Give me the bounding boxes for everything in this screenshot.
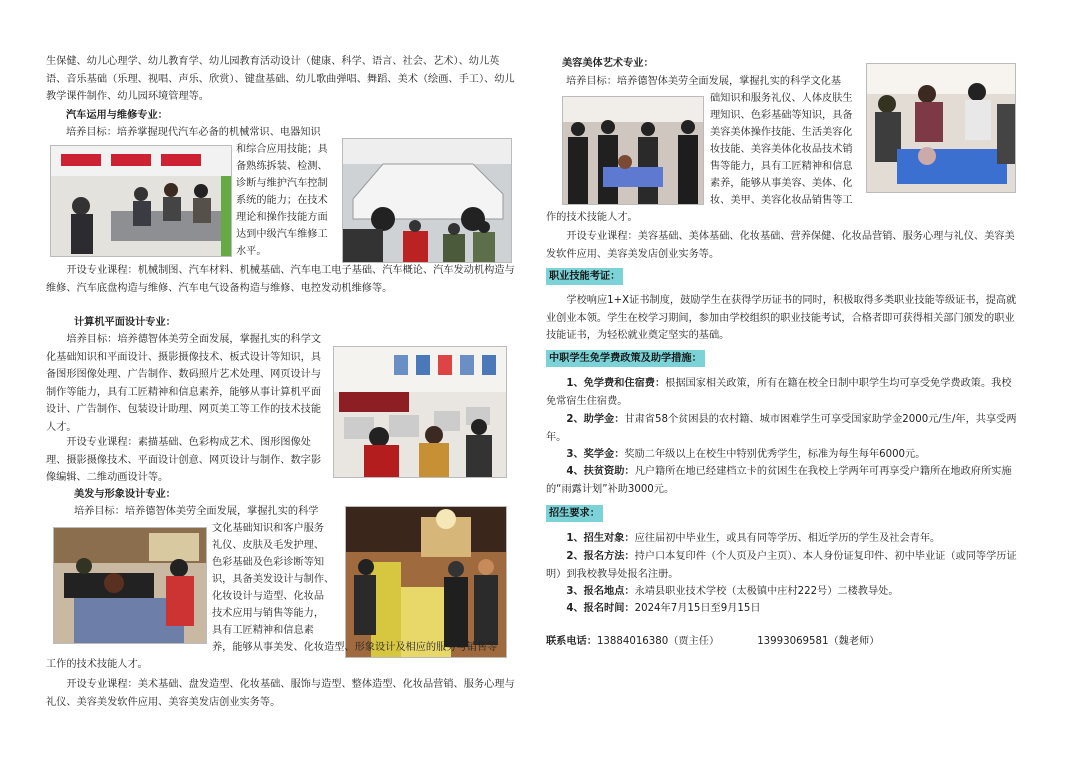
admission-item-3-label: 3、报名地点： [566, 586, 635, 597]
auto-goal-line-4: 诊断与维护汽车控制 [236, 178, 328, 189]
policy-item-2-label: 2、助学金： [566, 414, 625, 425]
hair-goal-line-7: 具有工匠精神和信息素 [212, 625, 314, 636]
beauty-goal-line-4: 妆技能、美容美体化妆品技术销 [710, 144, 853, 155]
beauty-goal-line-7: 妆、美甲、美容化妆品销售等工 [710, 195, 853, 206]
auto-goal-line-5: 系统的能力；在技术 [236, 195, 328, 206]
hair-courses: 开设专业课程：美术基础、盘发造型、化妆基础、服饰与造型、整体造型、化妆品营销、服务心理与礼仪、美容美发软件应用、美容美发店创业实务等。 [46, 679, 515, 708]
beauty-practice-photo [866, 63, 1016, 193]
hair-goal-last: 工作的技术技能人才。 [46, 659, 148, 670]
policy-item-4-text: 凡户籍所在地已经建档立卡的贫困生在我校上学两年可再享受户籍所在地政府所实施的“雨露计划”补助3000元。 [546, 466, 1012, 495]
hair-goal-line-5: 化妆设计与造型、化妆品 [212, 591, 325, 602]
policy-item-2-text: 甘肃省58个贫困县的农村籍、城市困难学生可享受国家助学金2000元/生/年，共享受两年。 [546, 414, 1017, 443]
auto-workshop-photo [50, 145, 232, 257]
auto-courses: 开设专业课程：机械制图、汽车材料、机械基础、汽车电工电子基础、汽车概论、汽车发动机构造与维修、汽车底盘构造与维修、汽车电气设备构造与维修、电控发动机维修等。 [46, 265, 515, 294]
beauty-goal-line-2: 理知识、色彩基础等知识，具备 [710, 110, 853, 121]
graphic-goal: 培养目标：培养德智体美劳全面发展，掌握扎实的科学文化基础知识和平面设计、摄影摄像技术、板式设计等知识，具备图形图像处理、广告制作、数码照片艺术处理、网页设计与制作等能力，具有工匠精神和信息素养，能够从事计算机平面设计、广告制作、包装设计助理、网页美工等工作的技术技能人才。 [46, 334, 322, 433]
hair-salon-photo [53, 527, 207, 644]
policy-item-1-label: 1、免学费和住宿费： [566, 378, 666, 389]
hair-goal-line-1: 文化基础知识和客户服务 [212, 523, 325, 534]
intro-continuation: 生保健、幼儿心理学、幼儿教育学、幼儿园教育活动设计（健康、科学、语言、社会、艺术）、幼儿英语、音乐基础（乐理、视唱、声乐、欣赏）、键盘基础、幼儿歌曲弹唱、舞蹈、美术（绘画、手工）、幼儿教学课件制作、幼儿园环境管理等。 [46, 56, 515, 102]
auto-goal-line-1: 培养目标：培养掌握现代汽车必备的机械常识、电器知识 [66, 127, 321, 138]
policy-item-3-text: 奖励二年级以上在校生中特别优秀学生，标准为每生每年6000元。 [624, 449, 926, 460]
beauty-goal-last: 作的技术技能人才。 [546, 212, 638, 223]
admission-item-3 [546, 583, 1020, 601]
hair-goal-line-6: 技术应用与销售等能力， [212, 608, 325, 619]
admission-heading: 招生要求： [546, 505, 603, 522]
admission-item-1-text: 应往届初中毕业生，或具有同等学历、相近学历的学生及社会青年。 [634, 533, 941, 544]
auto-goal-line-7: 达到中级汽车维修工 [236, 229, 328, 240]
beauty-goal-line-5: 售等能力，具有工匠精神和信息 [710, 161, 853, 172]
admission-item-1-label: 1、招生对象： [566, 533, 635, 544]
hair-goal-first: 培养目标：培养德智体美劳全面发展，掌握扎实的科学 [74, 506, 319, 517]
policy-item-1-text: 根据国家相关政策，所有在籍在校全日制中职学生均可享受免学费政策。我校免常宿生住宿费。 [546, 378, 1012, 407]
hair-goal-line-4: 识，具备美发设计与制作、 [212, 574, 335, 585]
policy-item-3-label: 3、奖学金： [566, 449, 625, 460]
hair-goal-line-3: 色彩基础及色彩诊断等知 [212, 557, 325, 568]
auto-goal-line-3: 备熟练拆装、检测、 [236, 161, 328, 172]
auto-heading: 汽车运用与维修专业： [66, 110, 168, 121]
auto-goal-line-6: 理论和操作技能方面 [236, 212, 328, 223]
cert-heading: 职业技能考证： [546, 268, 623, 285]
policy-heading: 中职学生免学费政策及助学措施： [546, 350, 705, 367]
beauty-class-photo [562, 96, 704, 205]
policy-item-4 [546, 463, 1020, 498]
contact-label: 联系电话： [546, 636, 597, 647]
admission-item-4 [546, 600, 1020, 618]
beauty-goal-line-1: 础知识和服务礼仪、人体皮肤生 [710, 93, 853, 104]
admission-item-2 [546, 548, 1020, 583]
beauty-goal-first: 培养目标：培养德智体美劳全面发展，掌握扎实的科学文化基 [566, 76, 842, 87]
policy-item-4-label: 4、扶贫资助： [566, 466, 635, 477]
policy-item-3 [546, 446, 1020, 464]
admission-item-4-text: 2024年7月15日至9月15日 [634, 603, 761, 614]
hair-heading: 美发与形象设计专业： [74, 489, 176, 500]
hair-show-photo [345, 506, 507, 658]
beauty-courses: 开设专业课程：美容基础、美体基础、化妆基础、营养保健、化妆品营销、服务心理与礼仪、美容美发软件应用、美容美发店创业实务等。 [546, 231, 1015, 260]
admission-item-4-label: 4、报名时间： [566, 603, 635, 614]
contact-phone-2: 13993069581（魏老师） [757, 636, 880, 647]
graphic-lab-photo [333, 346, 507, 478]
hair-goal-line-8: 养，能够从事美发、化妆造型、形象设计及相应的服务与销售等 [212, 642, 498, 653]
graphic-courses: 开设专业课程：素描基础、色彩构成艺术、图形图像处理、摄影摄像技术、平面设计创意、网页设计与制作、数字影像编辑、二维动画设计等。 [46, 437, 322, 483]
admission-item-2-label: 2、报名方法： [566, 551, 635, 562]
beauty-heading: 美容美体艺术专业： [562, 58, 654, 69]
beauty-goal-line-3: 美容美体操作技能、生活美容化 [710, 127, 853, 138]
graphic-heading: 计算机平面设计专业： [74, 317, 176, 328]
admission-item-3-text: 永靖县职业技术学校（太极镇中庄村222号）二楼教导处。 [634, 586, 899, 597]
auto-goal-line-2: 和综合应用技能；具 [236, 144, 328, 155]
policy-item-1 [546, 375, 1020, 410]
admission-item-1 [546, 530, 1020, 548]
cert-body: 学校响应1+X证书制度，鼓励学生在获得学历证书的同时，积极取得多类职业技能等级证书，提高就业创业本领。学生在校学习期间，参加由学校组织的职业技能考试，合格者即可获得相关部门颁发的职业技能证书，为轻松就业奠定坚实的基础。 [546, 295, 1017, 341]
auto-lift-photo [342, 138, 512, 263]
hair-goal-line-2: 礼仪、皮肤及毛发护理、 [212, 540, 325, 551]
policy-item-2 [546, 411, 1020, 446]
beauty-goal-line-6: 素养，能够从事美容、美体、化 [710, 178, 853, 189]
admission-item-2-text: 持户口本复印件（个人页及户主页）、本人身份证复印件、初中毕业证（或同等学历证明）到我校教导处报名注册。 [546, 551, 1017, 580]
contact-line [546, 633, 879, 651]
auto-goal-line-8: 水平。 [236, 246, 267, 257]
contact-phone-1: 13884016380（贾主任） [596, 636, 720, 647]
